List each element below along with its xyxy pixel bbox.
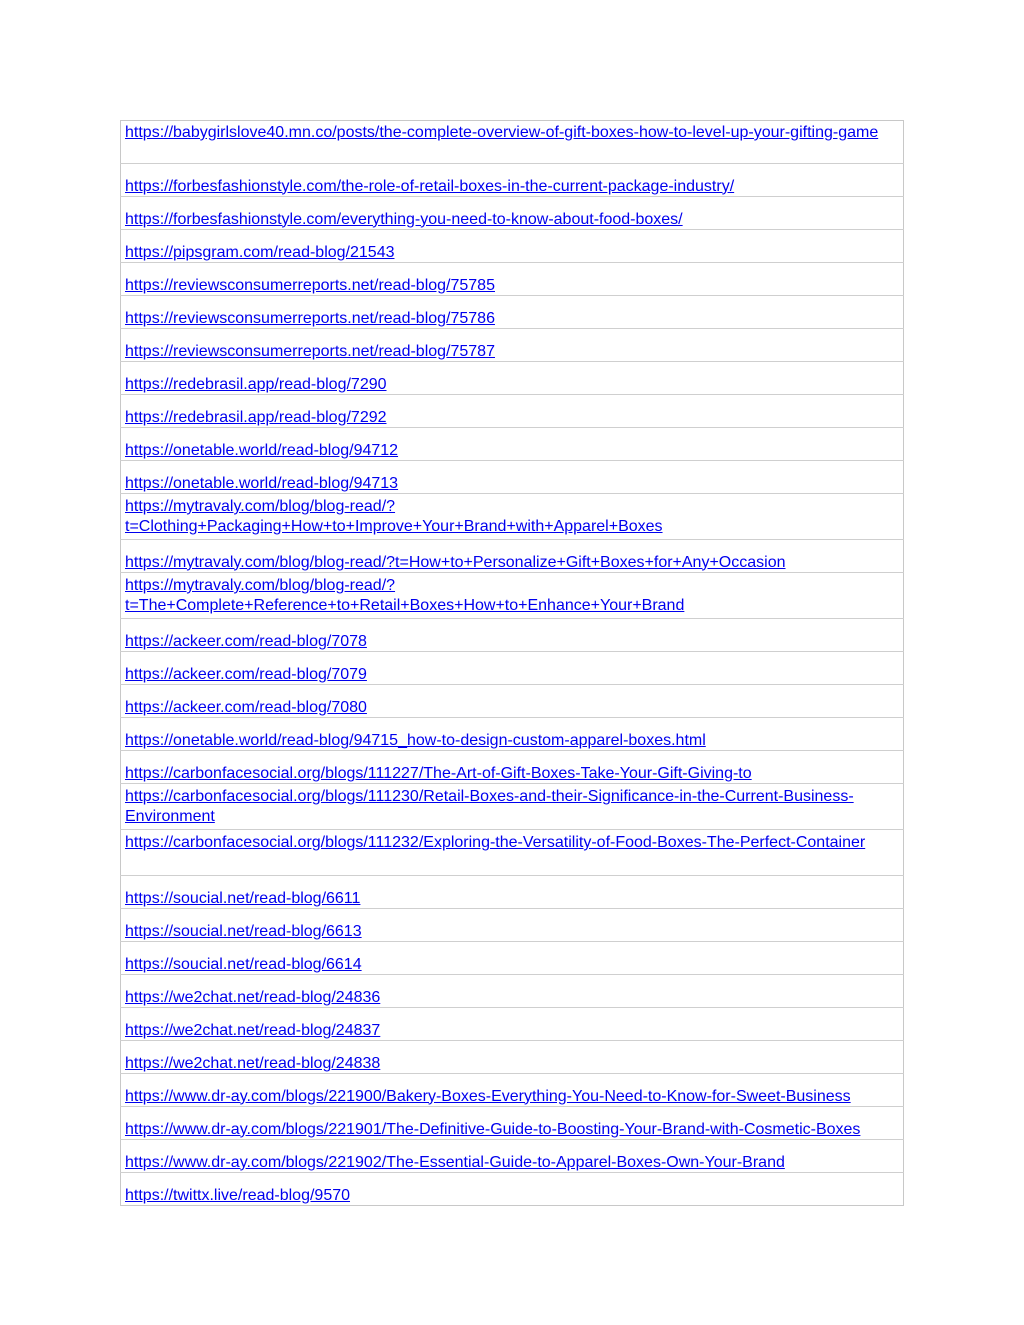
table-cell xyxy=(121,197,904,230)
link-item[interactable]: https://forbesfashionstyle.com/the-role-of-retail-boxes-in-the-current-package-industry/ xyxy=(125,177,735,195)
table-row xyxy=(121,830,904,876)
link-item[interactable]: https://carbonfacesocial.org/blogs/111230/Retail-Boxes-and-their-Significance-in-the-Current-Business-Environment xyxy=(125,788,854,825)
table-cell xyxy=(121,909,904,942)
table-cell xyxy=(121,685,904,718)
table-row xyxy=(121,164,904,197)
table-row xyxy=(121,909,904,942)
link-item[interactable]: https://onetable.world/read-blog/94713 xyxy=(125,474,399,492)
table-cell xyxy=(121,296,904,329)
table-row xyxy=(121,1041,904,1074)
link-item[interactable]: https://mytravaly.com/blog/blog-read/?t=The+Complete+Reference+to+Retail+Boxes+How+to+Enhance+Your+Brand xyxy=(125,577,685,614)
table-cell xyxy=(121,428,904,461)
link-item[interactable]: https://mytravaly.com/blog/blog-read/?t=Clothing+Packaging+How+to+Improve+Your+Brand+with+Apparel+Boxes xyxy=(125,498,663,535)
link-item[interactable]: https://www.dr-ay.com/blogs/221901/The-Definitive-Guide-to-Boosting-Your-Brand-with-Cosmetic-Boxes xyxy=(125,1120,861,1138)
link-item[interactable]: https://onetable.world/read-blog/94715_how-to-design-custom-apparel-boxes.html xyxy=(125,731,706,749)
link-item[interactable]: https://carbonfacesocial.org/blogs/111227/The-Art-of-Gift-Boxes-Take-Your-Gift-Giving-to xyxy=(125,764,752,782)
link-item[interactable]: https://soucial.net/read-blog/6611 xyxy=(125,889,361,907)
table-cell xyxy=(121,329,904,362)
table-row xyxy=(121,461,904,494)
table-row xyxy=(121,573,904,619)
table-row xyxy=(121,685,904,718)
table-cell xyxy=(121,718,904,751)
link-item[interactable]: https://ackeer.com/read-blog/7079 xyxy=(125,665,367,683)
table-cell xyxy=(121,1173,904,1206)
table-row xyxy=(121,1107,904,1140)
table-cell xyxy=(121,1140,904,1173)
table-cell xyxy=(121,876,904,909)
link-item[interactable]: https://redebrasil.app/read-blog/7292 xyxy=(125,408,387,426)
link-item[interactable]: https://babygirlslove40.mn.co/posts/the-complete-overview-of-gift-boxes-how-to-level-up-your-gifting-game xyxy=(125,124,879,141)
table-row xyxy=(121,121,904,164)
table-row xyxy=(121,751,904,784)
table-cell xyxy=(121,121,904,164)
table-row xyxy=(121,263,904,296)
table-row xyxy=(121,975,904,1008)
link-item[interactable]: https://redebrasil.app/read-blog/7290 xyxy=(125,375,387,393)
link-item[interactable]: https://www.dr-ay.com/blogs/221900/Bakery-Boxes-Everything-You-Need-to-Know-for-Sweet-Business xyxy=(125,1087,851,1105)
table-row xyxy=(121,230,904,263)
table-cell xyxy=(121,164,904,197)
table-cell xyxy=(121,494,904,540)
links-table xyxy=(120,120,904,1206)
table-cell xyxy=(121,942,904,975)
table-row xyxy=(121,329,904,362)
table-row xyxy=(121,718,904,751)
table-row xyxy=(121,296,904,329)
table-cell xyxy=(121,540,904,573)
table-cell xyxy=(121,263,904,296)
link-item[interactable]: https://reviewsconsumerreports.net/read-blog/75787 xyxy=(125,342,495,360)
table-cell xyxy=(121,975,904,1008)
table-cell xyxy=(121,652,904,685)
link-item[interactable]: https://carbonfacesocial.org/blogs/111232/Exploring-the-Versatility-of-Food-Boxes-The-Perfect-Container xyxy=(125,834,866,851)
link-item[interactable]: https://forbesfashionstyle.com/everything-you-need-to-know-about-food-boxes/ xyxy=(125,210,683,228)
table-row xyxy=(121,197,904,230)
table-row xyxy=(121,942,904,975)
link-item[interactable]: https://twittx.live/read-blog/9570 xyxy=(125,1186,351,1204)
table-cell xyxy=(121,784,904,830)
link-item[interactable]: https://pipsgram.com/read-blog/21543 xyxy=(125,243,395,261)
table-row xyxy=(121,362,904,395)
table-row xyxy=(121,1008,904,1041)
table-cell xyxy=(121,830,904,876)
link-item[interactable]: https://we2chat.net/read-blog/24838 xyxy=(125,1054,381,1072)
link-item[interactable]: https://we2chat.net/read-blog/24837 xyxy=(125,1021,381,1039)
table-cell xyxy=(121,1008,904,1041)
table-cell xyxy=(121,395,904,428)
table-cell xyxy=(121,573,904,619)
table-cell xyxy=(121,1107,904,1140)
table-row xyxy=(121,1074,904,1107)
table-row xyxy=(121,1173,904,1206)
table-row xyxy=(121,619,904,652)
table-row xyxy=(121,428,904,461)
link-item[interactable]: https://onetable.world/read-blog/94712 xyxy=(125,441,399,459)
link-item[interactable]: https://reviewsconsumerreports.net/read-blog/75785 xyxy=(125,276,495,294)
link-item[interactable]: https://ackeer.com/read-blog/7078 xyxy=(125,632,367,650)
table-row xyxy=(121,494,904,540)
table-cell xyxy=(121,230,904,263)
table-cell xyxy=(121,619,904,652)
link-item[interactable]: https://soucial.net/read-blog/6613 xyxy=(125,922,362,940)
table-row xyxy=(121,540,904,573)
link-item[interactable]: https://mytravaly.com/blog/blog-read/?t=How+to+Personalize+Gift+Boxes+for+Any+Occasion xyxy=(125,553,786,571)
link-item[interactable]: https://soucial.net/read-blog/6614 xyxy=(125,955,362,973)
table-cell xyxy=(121,362,904,395)
link-item[interactable]: https://ackeer.com/read-blog/7080 xyxy=(125,698,367,716)
table-cell xyxy=(121,1074,904,1107)
table-row xyxy=(121,1140,904,1173)
table-row xyxy=(121,652,904,685)
table-cell xyxy=(121,1041,904,1074)
table-row xyxy=(121,784,904,830)
link-item[interactable]: https://www.dr-ay.com/blogs/221902/The-Essential-Guide-to-Apparel-Boxes-Own-Your-Brand xyxy=(125,1153,785,1171)
table-row xyxy=(121,876,904,909)
table-cell xyxy=(121,461,904,494)
table-cell xyxy=(121,751,904,784)
table-row xyxy=(121,395,904,428)
link-item[interactable]: https://reviewsconsumerreports.net/read-blog/75786 xyxy=(125,309,495,327)
link-item[interactable]: https://we2chat.net/read-blog/24836 xyxy=(125,988,381,1006)
